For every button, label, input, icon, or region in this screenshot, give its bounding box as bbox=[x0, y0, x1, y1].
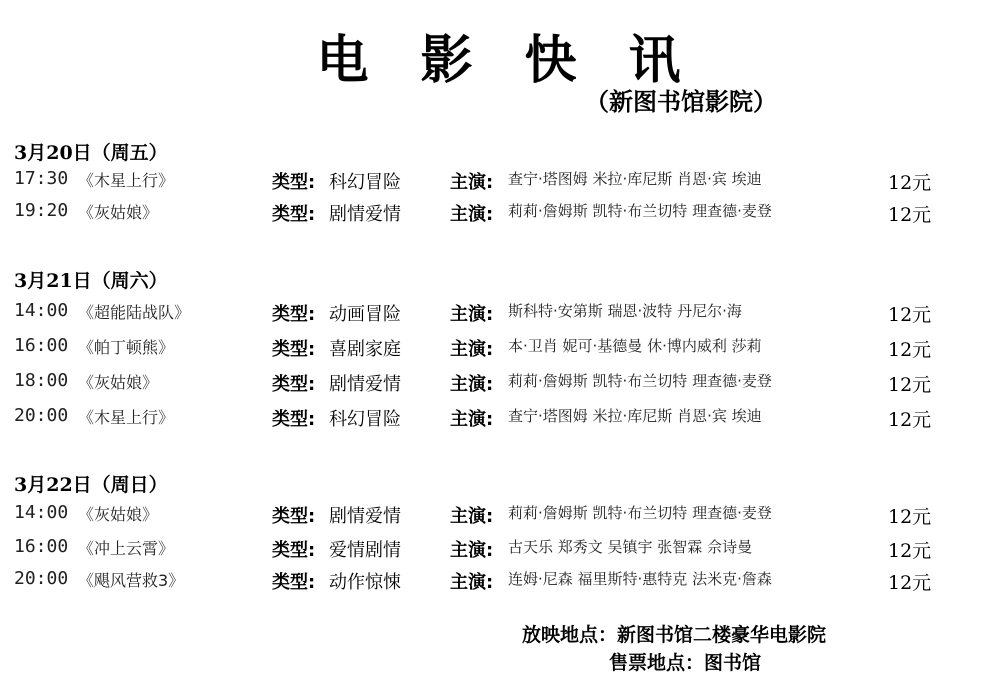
show-time: 20:00 bbox=[14, 568, 69, 589]
show-time: 19:20 bbox=[14, 200, 69, 221]
cast-label: 主演: bbox=[450, 304, 494, 325]
cast-label: 主演: bbox=[450, 204, 494, 225]
showtime-row bbox=[0, 405, 997, 435]
cast-label: 主演: bbox=[450, 339, 494, 360]
show-time: 17:30 bbox=[14, 168, 69, 189]
show-time: 16:00 bbox=[14, 536, 69, 557]
genre-value: 科幻冒险 bbox=[329, 172, 401, 193]
day-heading: 3月21日（周六） bbox=[14, 270, 168, 292]
genre-value: 喜剧家庭 bbox=[329, 339, 401, 360]
genre-label: 类型: bbox=[272, 572, 316, 593]
cast-label: 主演: bbox=[450, 572, 494, 593]
movie-title: 《木星上行》 bbox=[78, 171, 175, 190]
movie-title: 《超能陆战队》 bbox=[78, 303, 191, 322]
title-char: 影 bbox=[420, 30, 473, 91]
cast-value: 查宁·塔图姆 米拉·库尼斯 肖恩·宾 埃迪 bbox=[508, 407, 762, 425]
show-time: 14:00 bbox=[14, 300, 69, 321]
day-heading: 3月22日（周日） bbox=[14, 474, 168, 496]
genre-value: 动画冒险 bbox=[329, 304, 401, 325]
cast-label: 主演: bbox=[450, 506, 494, 527]
ticket-location-info: 售票地点：图书馆 bbox=[609, 652, 762, 674]
showtime-row bbox=[0, 370, 997, 400]
showtime-row bbox=[0, 536, 997, 566]
movie-title: 《木星上行》 bbox=[78, 408, 175, 427]
cast-value: 古天乐 郑秀文 吴镇宇 张智霖 佘诗曼 bbox=[508, 538, 753, 556]
page-title bbox=[0, 18, 997, 93]
cast-value: 查宁·塔图姆 米拉·库尼斯 肖恩·宾 埃迪 bbox=[508, 170, 762, 188]
showtime-row bbox=[0, 335, 997, 365]
genre-value: 动作惊悚 bbox=[329, 572, 401, 593]
movie-title: 《帕丁顿熊》 bbox=[78, 338, 175, 357]
title-char: 讯 bbox=[628, 30, 681, 91]
ticket-price: 12元 bbox=[888, 304, 932, 326]
page-subtitle: （新图书馆影院） bbox=[585, 87, 777, 116]
ticket-price: 12元 bbox=[888, 409, 932, 431]
genre-value: 剧情爱情 bbox=[329, 204, 401, 225]
ticket-price: 12元 bbox=[888, 572, 932, 594]
cast-value: 莉莉·詹姆斯 凯特·布兰切特 理查德·麦登 bbox=[508, 202, 772, 220]
show-time: 18:00 bbox=[14, 370, 69, 391]
genre-value: 剧情爱情 bbox=[329, 506, 401, 527]
genre-value: 剧情爱情 bbox=[329, 374, 401, 395]
genre-label: 类型: bbox=[272, 172, 316, 193]
movie-title: 《冲上云霄》 bbox=[78, 539, 175, 558]
venue-info: 放映地点：新图书馆二楼豪华电影院 bbox=[522, 624, 827, 646]
cast-value: 连姆·尼森 福里斯特·惠特克 法米克·詹森 bbox=[508, 570, 772, 588]
showtime-row bbox=[0, 200, 997, 230]
ticket-price: 12元 bbox=[888, 540, 932, 562]
genre-label: 类型: bbox=[272, 339, 316, 360]
genre-label: 类型: bbox=[272, 409, 316, 430]
show-time: 16:00 bbox=[14, 335, 69, 356]
genre-label: 类型: bbox=[272, 204, 316, 225]
title-char: 电 bbox=[316, 30, 369, 91]
ticket-price: 12元 bbox=[888, 172, 932, 194]
movie-title: 《飓风营救3》 bbox=[78, 571, 185, 590]
cast-value: 莉莉·詹姆斯 凯特·布兰切特 理查德·麦登 bbox=[508, 372, 772, 390]
ticket-price: 12元 bbox=[888, 204, 932, 226]
ticket-price: 12元 bbox=[888, 339, 932, 361]
cast-value: 斯科特·安第斯 瑞恩·波特 丹尼尔·海 bbox=[508, 302, 742, 320]
show-time: 14:00 bbox=[14, 502, 69, 523]
showtime-row bbox=[0, 168, 997, 198]
movie-title: 《灰姑娘》 bbox=[78, 203, 159, 222]
cast-value: 莉莉·詹姆斯 凯特·布兰切特 理查德·麦登 bbox=[508, 504, 772, 522]
genre-label: 类型: bbox=[272, 540, 316, 561]
genre-value: 科幻冒险 bbox=[329, 409, 401, 430]
day-heading: 3月20日（周五） bbox=[14, 142, 168, 164]
ticket-price: 12元 bbox=[888, 374, 932, 396]
cast-value: 本·卫肖 妮可·基德曼 休·博内威利 莎莉 bbox=[508, 337, 762, 355]
cast-label: 主演: bbox=[450, 409, 494, 430]
ticket-price: 12元 bbox=[888, 506, 932, 528]
genre-value: 爱情剧情 bbox=[329, 540, 401, 561]
cast-label: 主演: bbox=[450, 540, 494, 561]
genre-label: 类型: bbox=[272, 506, 316, 527]
cast-label: 主演: bbox=[450, 374, 494, 395]
show-time: 20:00 bbox=[14, 405, 69, 426]
movie-title: 《灰姑娘》 bbox=[78, 505, 159, 524]
cast-label: 主演: bbox=[450, 172, 494, 193]
movie-title: 《灰姑娘》 bbox=[78, 373, 159, 392]
showtime-row bbox=[0, 568, 997, 598]
genre-label: 类型: bbox=[272, 304, 316, 325]
showtime-row bbox=[0, 502, 997, 532]
genre-label: 类型: bbox=[272, 374, 316, 395]
title-char: 快 bbox=[524, 30, 577, 91]
showtime-row bbox=[0, 300, 997, 330]
